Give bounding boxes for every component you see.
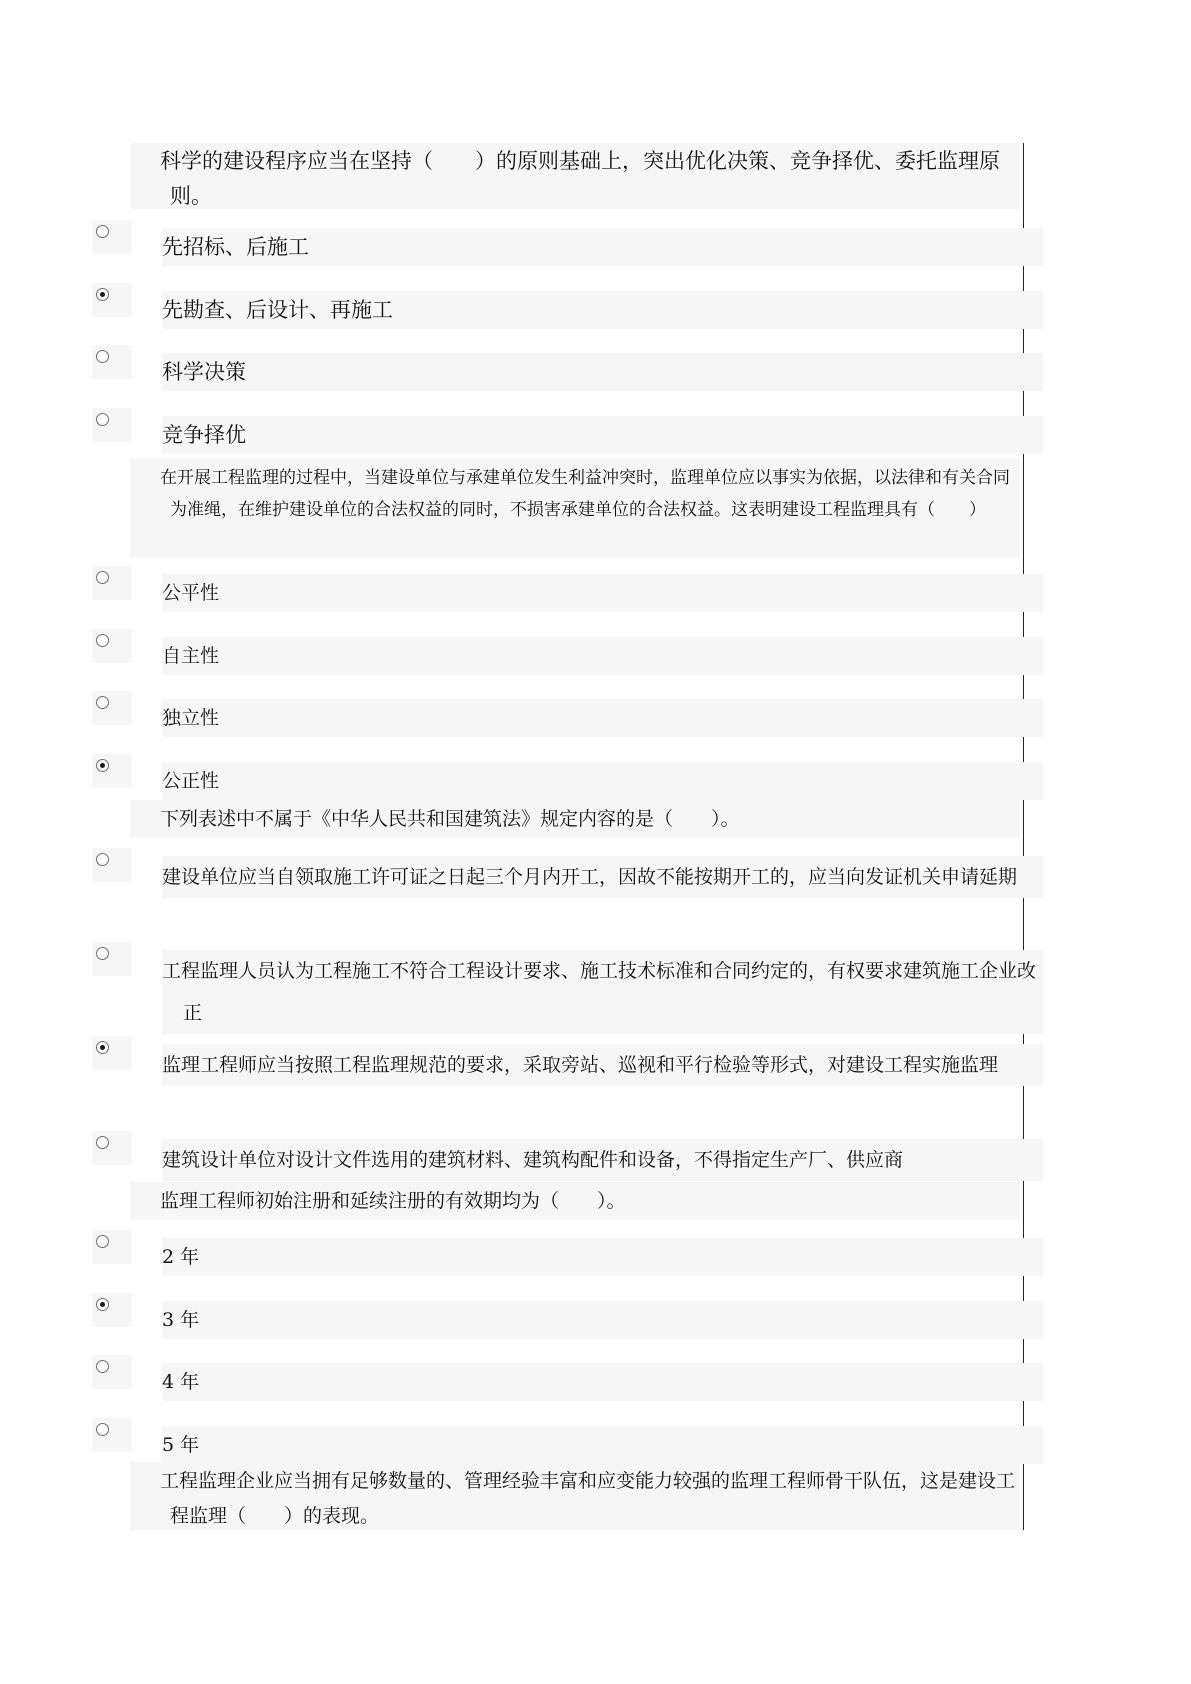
radio-button-icon[interactable] [96, 947, 109, 960]
radio-button-icon[interactable] [96, 350, 109, 363]
radio-button-icon[interactable] [96, 853, 109, 866]
option-label: 建设单位应当自领取施工许可证之日起三个月内开工，因故不能按期开工的，应当向发证机关申请延期 [162, 856, 1043, 898]
option-label: 2 年 [162, 1238, 1043, 1276]
option-label: 先招标、后施工 [162, 228, 1043, 266]
radio-button-icon[interactable] [96, 413, 109, 426]
option-label: 工程监理人员认为工程施工不符合工程设计要求、施工技术标准和合同约定的，有权要求建筑施工企业改正 [162, 950, 1043, 1034]
option-label: 公正性 [162, 762, 1043, 800]
option-label: 独立性 [162, 699, 1043, 737]
radio-button-icon[interactable] [96, 288, 109, 301]
option-label: 建筑设计单位对设计文件选用的建筑材料、建筑构配件和设备，不得指定生产厂、供应商 [162, 1139, 1043, 1181]
question-text: 工程监理企业应当拥有足够数量的、管理经验丰富和应变能力较强的监理工程师骨干队伍，这是建设工程监理（ ）的表现。 [160, 1470, 1016, 1527]
question-stem-2 [130, 458, 1020, 558]
radio-button-icon[interactable] [96, 225, 109, 238]
radio-button-icon[interactable] [96, 571, 109, 584]
question-stem-1 [130, 143, 1020, 209]
option-label: 科学决策 [162, 353, 1043, 391]
question-text: 在开展工程监理的过程中，当建设单位与承建单位发生利益冲突时，监理单位应以事实为依据，以法律和有关合同为准绳，在维护建设单位的合法权益的同时，不损害承建单位的合法权益。这表明建设工程监理具有（ ） [160, 468, 1010, 520]
option-label: 公平性 [162, 574, 1043, 612]
radio-button-icon[interactable] [96, 634, 109, 647]
option-label: 监理工程师应当按照工程监理规范的要求，采取旁站、巡视和平行检验等形式，对建设工程实施监理 [162, 1044, 1043, 1086]
radio-button-icon[interactable] [96, 1136, 109, 1149]
question-text: 科学的建设程序应当在坚持（ ）的原则基础上，突出优化决策、竞争择优、委托监理原则。 [160, 149, 1000, 208]
radio-button-icon[interactable] [96, 1360, 109, 1373]
option-label: 竞争择优 [162, 416, 1043, 454]
radio-button-icon[interactable] [96, 1423, 109, 1436]
question-stem-4 [130, 1182, 1020, 1220]
option-label: 4 年 [162, 1363, 1043, 1401]
option-label: 5 年 [162, 1426, 1043, 1464]
radio-button-icon[interactable] [96, 1041, 109, 1054]
radio-button-icon[interactable] [96, 696, 109, 709]
radio-button-icon[interactable] [96, 759, 109, 772]
radio-button-icon[interactable] [96, 1298, 109, 1311]
radio-button-icon[interactable] [96, 1235, 109, 1248]
option-label: 先勘查、后设计、再施工 [162, 291, 1043, 329]
question-stem-5 [130, 1462, 1020, 1530]
question-text: 下列表述中不属于《中华人民共和国建筑法》规定内容的是（ ）。 [160, 808, 740, 830]
option-label: 3 年 [162, 1301, 1043, 1339]
question-stem-3 [130, 800, 1020, 838]
option-label: 自主性 [162, 637, 1043, 675]
question-text: 监理工程师初始注册和延续注册的有效期均为（ ）。 [160, 1190, 626, 1212]
